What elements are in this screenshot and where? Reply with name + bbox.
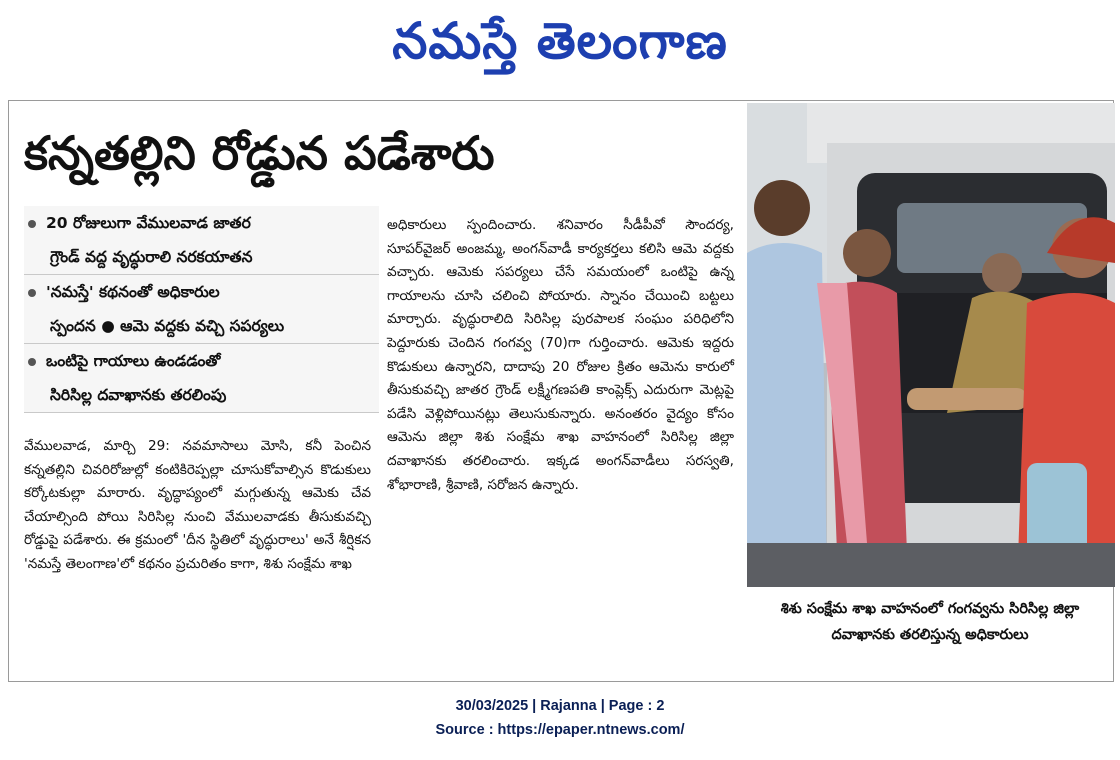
- bullet-text: 'నమస్తే' కథనంతో అధికారుల: [46, 283, 220, 301]
- bullet-text: గ్రౌండ్ వద్ద వృద్ధురాలి నరకయాతన: [50, 248, 253, 266]
- bullet-dot-icon: [28, 358, 36, 366]
- bullet-text: స్పందన ● ఆమె వద్దకు వచ్చి సపర్యలు: [50, 317, 285, 335]
- article-paragraph: అధికారులు స్పందించారు. శనివారం సీడీపీవో సౌందర్య, సూపర్‌వైజర్ అంజమ్మ, అంగన్‌వాడీ కార్యకర్తలు కలిసి ఆమె వద్దకు వచ్చారు. ఆమెకు సపర్యలు చేసే సమయంలో ఒంటిపై ఉన్న గాయాలను చూసి చలించి పోయారు. స్నానం చేయించి బట్టలు మార్చారు. వృద్ధురాలిది సిరిసిల్ల పురపాలక సంఘం పరిధిలోని పెద్దూరుకు చెందిన గంగవ్వ (70)గా గుర్తించారు. ఆమెకు ఇద్దరు కొడుకులు ఉన్నారని, దాదాపు 20 రోజుల క్రితం ఆమెను కారులో తీసుకువచ్చి జాతర గ్రౌండ్ లక్ష్మీగణపతి కాంప్లెక్స్ ఎదురుగా మెట్లపై పడేసి వెళ్లిపోయినట్లు తెలుసుకున్నారు. అనంతరం వైద్యం కోసం ఆమెను జిల్లా శిశు సంక్షేమ శాఖ వాహనంలో సిరిసిల్ల జిల్లా దవాఖానకు తరలించారు. ఇక్కడ అంగన్‌వాడీలు సరస్వతి, శోభారాణి, శ్రీవాణి, సరోజన ఉన్నారు.: [387, 217, 734, 493]
- article-column-1: [24, 435, 371, 577]
- bullet-item: [24, 275, 379, 344]
- highlight-bullets: [24, 206, 379, 413]
- photo-caption: శిశు సంక్షేమ శాఖ వాహనంలో గంగవ్వను సిరిసిల్ల జిల్లా దవాఖానకు తరలిస్తున్న అధికారులు: [780, 601, 1080, 643]
- article-headline: కన్నతల్లిని రోడ్డున పడేశారు: [24, 126, 495, 180]
- article-paragraph: వేములవాడ, మార్చి 29: నవమాసాలు మోసి, కనీ పెంచిన కన్నతల్లిని చివరిరోజుల్లో కంటికిరెప్పల్లా చూసుకోవాల్సిన కొడుకులు కర్కోటకుల్లా మారారు. వృద్ధాప్యంలో మగ్గుతున్న ఆమెకు చేవ చేయాల్సింది పోయి సిరిసిల్ల నుంచి వేములవాడకు తీసుకువచ్చి రోడ్డుపై పడేశారు. ఈ క్రమంలో 'దీన స్థితిలో వృద్ధురాలు' అనే శీర్షికన 'నమస్తే తెలంగాణ'లో కథనం ప్రచురితం కాగా, శిశు సంక్షేమ శాఖ: [24, 438, 371, 572]
- footer-date-page: 30/03/2025 | Rajanna | Page : 2: [455, 698, 665, 714]
- bullet-dot-icon: [28, 289, 36, 297]
- footer-source-link[interactable]: Source : https://epaper.ntnews.com/: [435, 722, 685, 738]
- bullet-text: ఒంటిపై గాయాలు ఉండడంతో: [46, 352, 221, 370]
- bullet-text: సిరిసిల్ల దవాఖానకు తరలింపు: [50, 386, 227, 404]
- news-photo: [747, 103, 1115, 587]
- masthead-logo: నమస్తే తెలంగాణ: [392, 12, 728, 70]
- article-column-2: [387, 214, 734, 497]
- bullet-text: 20 రోజులుగా వేములవాడ జాతర: [46, 214, 251, 232]
- bullet-item: [24, 206, 379, 275]
- bullet-dot-icon: [28, 220, 36, 228]
- news-photo-illustration: [747, 103, 1115, 587]
- bullet-item: [24, 344, 379, 413]
